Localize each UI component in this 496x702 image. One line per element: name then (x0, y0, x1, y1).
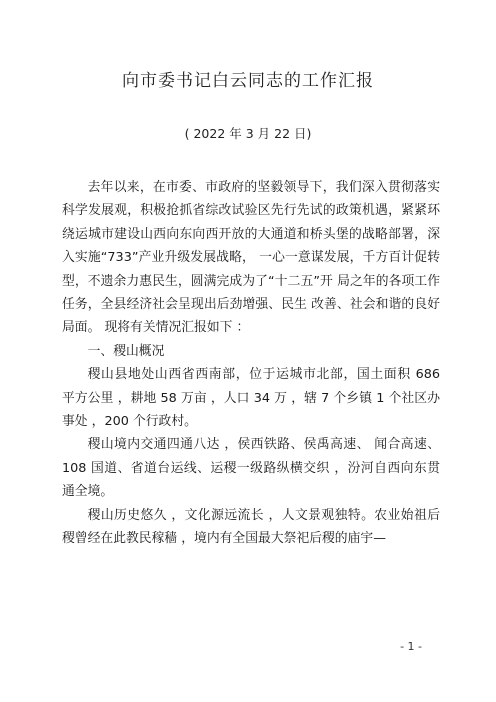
section-heading-overview: 一、稷山概况 (87, 343, 165, 359)
paragraph-location: 稷山县地处山西省西南部，位于运城市北部，国土面积 686 平方公里 ，耕地 58 万亩 ，人口 34 万 ，辖 7 个乡镇 1 个社区办事处 ，200 个行政村。 (62, 367, 440, 430)
document-date: ( 2022 年 3 月 22 日) (184, 126, 312, 141)
paragraph-transport: 稷山境内交通四通八达 ，侯西铁路、侯禹高速、 闻合高速、108 国道、省道台运线、运稷一级路纵横交织 ，汾河自西向东贯通全境。 (62, 437, 440, 500)
page-number: - 1 - (400, 640, 422, 653)
document-body (62, 176, 440, 551)
paragraph-intro: 去年以来，在市委、市政府的坚毅领导下，我们深入贯彻落实科学发展观，积极抢抓省综改试验区先行先试的政策机遇，紧紧环绕运城市建设山西向东向西开放的大通道和桥头堡的战略部署，深入实施“733”产业升级发展战略， 一心一意谋发展，千方百计促转型，不遗余力惠民生，圆满完成为了“十二五”开 局之年的各项工作任务，全县经济社会呈现出后劲增强、民生 改善、社会和谐的良好局面。 现将有关情况汇报如下 ： (62, 180, 440, 336)
paragraph-history: 稷山历史悠久 ，文化源远流长 ，人文景观独特。农业始祖后稷曾经在此教民稼穑 ，境内有全国最大祭祀后稷的庙宇— (62, 507, 440, 547)
document-title: 向市委书记白云同志的工作汇报 (122, 71, 374, 91)
